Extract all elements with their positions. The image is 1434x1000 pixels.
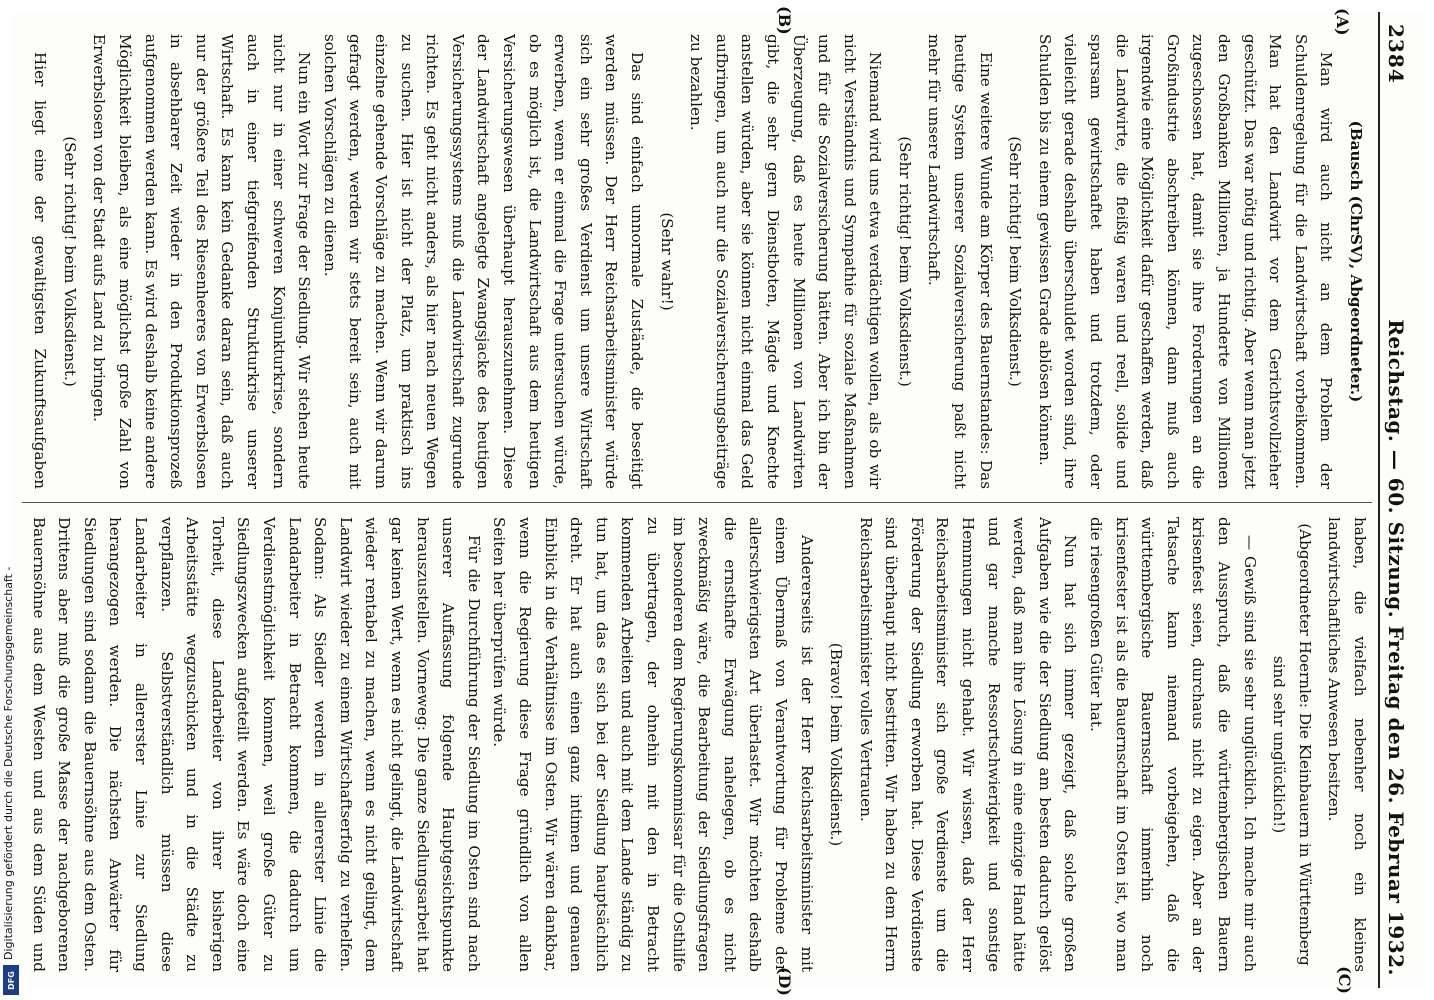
paragraph: Man wird auch nicht an dem Problem der Schuldenregelung für die Landwirtschaft vorbeikommen. Man hat den Landwirt vor dem Gerichtsvollzieher geschützt. Das war nötig und richtig. Aber wenn man jetzt den Großbanken Millionen, ja Hunderte von Millionen zugeschossen hat, damit sie ihre Forderungen an die Großindustrie abschreiben können, dann muß auch irgendwie eine Möglichkeit dafür geschaffen werden, daß die Landwirte, die fleißig waren und reell, solide und sparsam gewirtschaftet haben und trotzdem, oder vielleicht gerade deshalb überschuldet worden sind, ihre Schulden bis zu einem gewissen Grade ablösen können. xyxy=(1035,34,1336,489)
page-number: 2384 xyxy=(1384,24,1408,84)
margin-mark-a: (A) xyxy=(1333,8,1352,36)
page-title: Reichstag. — 60. Sitzung. Freitag den 26. Februar 1932. xyxy=(1384,319,1408,976)
interjection: (Sehr wahr!) xyxy=(657,212,676,311)
interjection: (Sehr richtig! beim Volksdienst.) xyxy=(1006,136,1025,387)
paragraph: Niemand wird uns etwa verdächtigen wollen, als ob wir nicht Verständnis und Sympathie für soziale Maßnahmen und für die Sozialversicherung hätten. Aber ich bin der Überzeugung, daß es heute Millionen von Landwirten gibt, die sehr gern Dienstboten, Mägde und Knechte anstellen würden, aber sie können nicht einmal das Geld aufbringen, um auch nur die Sozialversicherungsbeiträge zu bezahlen. xyxy=(687,34,885,489)
paragraph: Andererseits ist der Herr Reichsarbeitsminister mit einem Übermaß von Verantwortung für Probleme der allerschwierigsten Art überlastet. Wir möchten deshalb die ernsthafte Erwägung nahelegen, ob es nicht zweckmäßig wäre, die Bearbeitung der Siedlungsfragen im besonderen dem Regierungskommissar für die Osthilfe zu übertragen, der ohnehin mit den in Betracht kommenden Arbeiten und auch mit dem Lande ständig zu tun hat, um das es sich bei der Siedlung hauptsächlich dreht. Er hat auch einen ganz intimen und genauen Einblick in die Verhältnisse im Osten. Wir wären dankbar, wenn die Regierung diese Frage gründlich von allen Seiten her überprüfen würde. xyxy=(490,517,816,972)
footer-credit: Digitalisierung gefördert durch die Deutsche Forschungsgemeinschaft - xyxy=(2,566,15,960)
paragraph: Für die Durchführung der Siedlung im Osten sind nach unserer Auffassung folgende Hauptgesichtspunkte herauszustellen. Vorneweg: Die ganze Siedlungsarbeit hat gar keinen Wert, wenn es nicht gelingt, die Landwirtschaft wieder rentabel zu machen, wenn es nicht gelingt, dem Landwirt wieder zu einem Wirtschaftserfolg zu verhelfen. Sodann: Als Siedler werden in allererster Linie die Landarbeiter in Betracht kommen, die dadurch um Verdienstmöglichkeit kommen, weil große Güter zu Siedlungszwecken aufgeteilt werden. Es wäre doch eine Torheit, diese Landarbeiter von ihrer bisherigen Arbeitsstätte wegzuschicken und in die Städte zu verpflanzen. Selbstverständlich müssen diese Landarbeiter in allererster Linie zur Siedlung herangezogen werden. Die nächsten Anwärter für Siedlungen sind sodann die Bauernsöhne aus dem Osten. Drittens aber muß die große Masse der nachgeborenen Bauernsöhne aus dem Westen und aus dem Süden und xyxy=(29,517,483,972)
page-header xyxy=(1384,24,1424,976)
interjection: (Abgeordneter Hoernle: Die Kleinbauern in Württemberg sind sehr unglücklich!) xyxy=(1270,523,1314,966)
paragraph: Eine weitere Wunde am Körper des Bauernstandes: Das heutige System unserer Sozialversicherung paßt nicht mehr für unsere Landwirtschaft. xyxy=(925,34,995,489)
interjection: (Bravo! beim Volksdienst.) xyxy=(827,642,846,847)
interjection: (Sehr richtig! beim Volksdienst.) xyxy=(60,136,79,387)
paragraph: Das sind einfach unnormale Zustände, die beseitigt werden müssen. Der Herr Reichsarbeitsminister würde sich ein sehr großes Verdienst um unsere Wirtschaft erwerben, wenn er einmal die Frage untersuchen würde, ob es möglich ist, die Landwirtschaft aus dem heutigen Versicherungswesen überhaupt herauszunehmen. Diese der Landwirtschaft angelegte Zwangsjacke des heutigen Versicherungssystems muß die Landwirtschaft zugrunde richten. Es geht nicht anders, als hier nach neuen Wegen zu suchen. Hier ist nicht der Platz, um praktisch ins einzelne gehende Vorschläge zu machen. Wenn wir darum gefragt werden, werden wir stets bereit sein, auch mit solchen Vorschlägen zu dienen. xyxy=(320,34,646,489)
speaker-label: (Bausch (ChrSV), Abgeordneter.) xyxy=(1347,120,1365,403)
dfg-logo-icon xyxy=(3,965,19,995)
margin-mark-b: (B) xyxy=(775,6,794,35)
page-body xyxy=(10,6,1424,996)
header-rule xyxy=(1378,12,1380,988)
interjection: (Sehr richtig! beim Volksdienst.) xyxy=(895,136,914,387)
paragraph: Nun ein Wort zur Frage der Siedlung. Wir stehen heute nicht nur in einer schweren Konjunkturkrise, sondern auch in einer tiefgreifenden Strukturkrise unserer Wirtschaft. Es kann kein Gedanke daran sein, daß auch nur der größere Teil des Riesenheeres von Erwerbslosen in absehbarer Zeit wieder in den Produktionsprozeß aufgenommen werden kann. Es wird deshalb keine andere Möglichkeit bleiben, als eine möglichst große Zahl von Erwerbslosen von der Stadt aufs Land zu bringen. xyxy=(90,34,314,489)
column-divider xyxy=(22,502,1372,503)
paragraph: Nun hat sich immer gezeigt, daß solche großen Aufgaben wie die der Siedlung am besten dadurch gelöst werden, daß man ihre Lösung in eine einzige Hand hätte und gar manche Ressortschwierigkeit und sonstige Hemmungen nicht gehabt. Wir wissen, daß der Herr Reichsarbeitsminister sich große Verdienste um die Förderung der Siedlung erworben hat. Diese Verdienste sind überhaupt nicht bestritten. Wir haben zu dem Herrn Reichsarbeitsminister volles Vertrauen. xyxy=(856,517,1080,972)
right-column xyxy=(22,517,1372,972)
paragraph: haben, die vielfach nebenher noch ein kleines landwirtschaftliches Anwesen besitzen. xyxy=(1325,517,1369,972)
dfg-logo-label: DFG xyxy=(6,970,16,990)
paragraph: Hier liegt eine der gewaltigsten Zukunftsaufgaben xyxy=(31,52,50,489)
paragraph: — Gewiß sind sie sehr unglücklich. Ich mache mir auch den Ausspruch, daß die württembergischen Bauern krisenfest seien, durchaus nicht zu eigen. Aber an der Tatsache kann niemand vorbeigehen, daß die württembergische Bauernschaft immerhin noch krisenfester ist als die Bauernschaft im Osten ist, wo man die riesengroßen Güter hat. xyxy=(1087,517,1259,972)
digitization-footer xyxy=(2,566,22,995)
margin-mark-d: (D) xyxy=(775,966,794,996)
left-column xyxy=(22,34,1372,489)
margin-mark-c: (C) xyxy=(1335,966,1354,994)
